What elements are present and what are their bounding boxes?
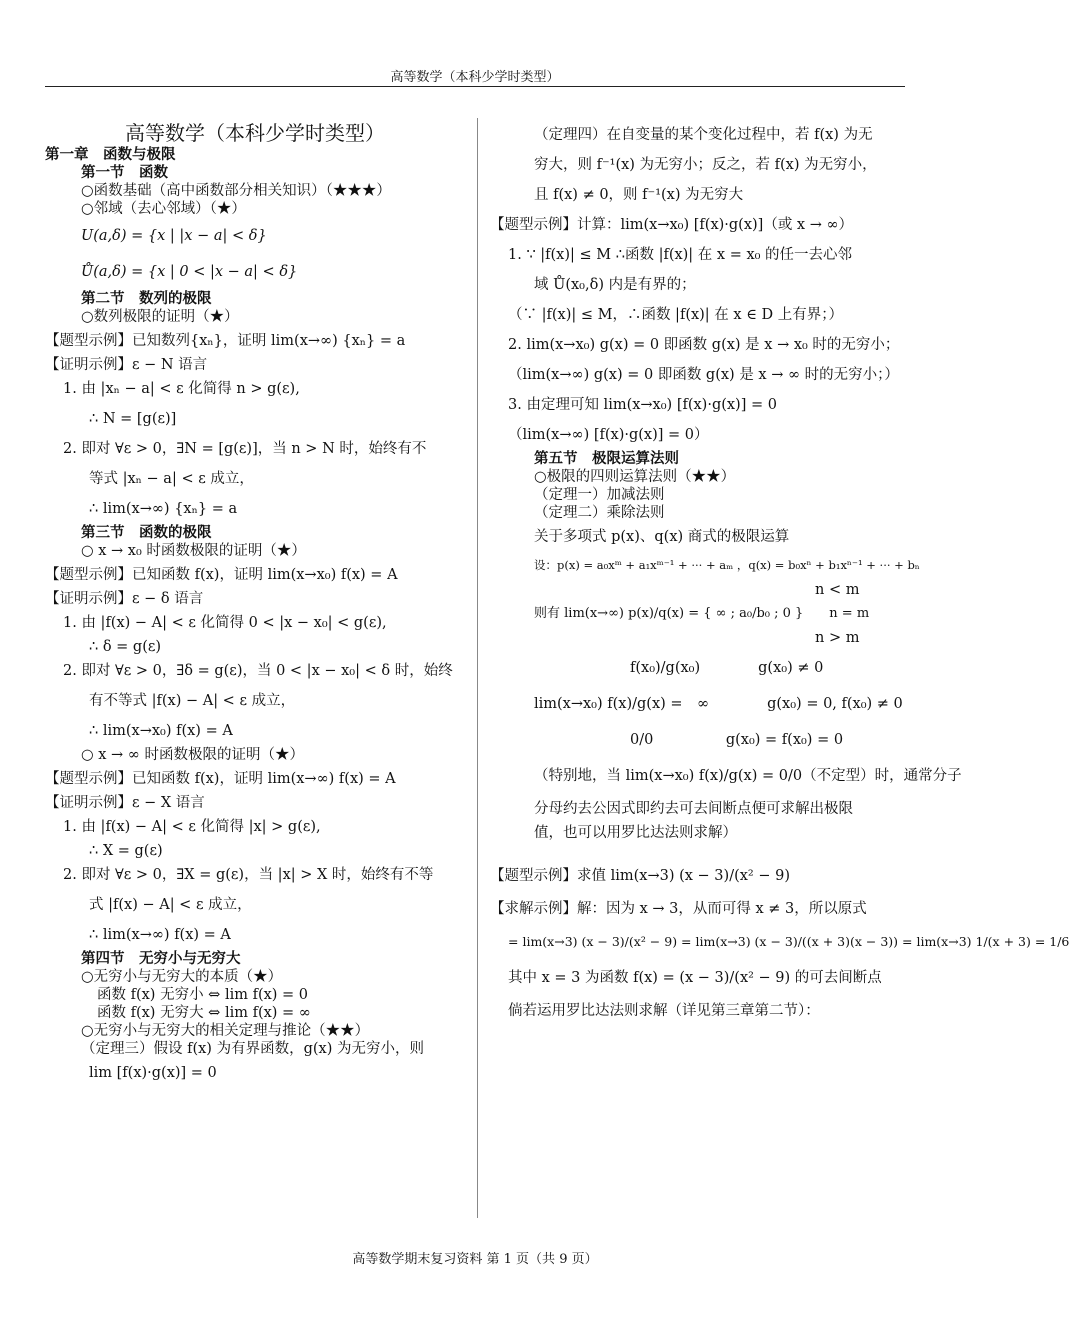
topic-line: ○ x → x₀ 时函数极限的证明（★） xyxy=(81,543,306,559)
proof-step: ∴ X = g(ε) xyxy=(89,843,163,859)
theorem-line: 且 f(x) ≠ 0，则 f⁻¹(x) 为无穷大 xyxy=(534,187,744,203)
theorem-line: （定理四）在自变量的某个变化过程中，若 f(x) 为无 xyxy=(534,127,873,143)
text-line: 关于多项式 p(x)、q(x) 商式的极限运算 xyxy=(534,529,790,545)
proof-step: 2. lim(x→x₀) g(x) = 0 即函数 g(x) 是 x → x₀ 时的无穷小； xyxy=(508,337,900,353)
proof-step: 式 |f(x) − A| < ε 成立， xyxy=(89,897,252,913)
proof-step: 2. 即对 ∀ε > 0，∃N = [g(ε)]，当 n > N 时，始终有不 xyxy=(63,441,427,457)
topic-line: ○ x → ∞ 时函数极限的证明（★） xyxy=(81,747,304,763)
polynomial-definition: 设：p(x) = a₀xᵐ + a₁xᵐ⁻¹ + ··· + aₘ ，q(x) = b₀xⁿ + b₁xⁿ⁻¹ + ··· + bₙ xyxy=(534,558,920,572)
proof-step: 等式 |xₙ − a| < ε 成立， xyxy=(89,471,254,487)
section-heading: 第五节 极限运算法则 xyxy=(534,450,679,467)
case-line: 0/0 g(x₀) = f(x₀) = 0 xyxy=(630,732,844,748)
example-line: 【题型示例】求值 lim(x→3) (x − 3)/(x² − 9) xyxy=(490,868,790,884)
section-heading: 第一节 函数 xyxy=(81,164,168,181)
case-line: lim(x→x₀) f(x)/g(x) = ∞ g(x₀) = 0, f(x₀) ≠ 0 xyxy=(534,696,903,712)
example-line: 【题型示例】计算：lim(x→x₀) [f(x)·g(x)]（或 x → ∞） xyxy=(490,217,854,233)
case-condition: n > m xyxy=(815,630,860,646)
solution-formula: = lim(x→3) (x − 3)/(x² − 9) = lim(x→3) (x − 3)/((x + 3)(x − 3)) = lim(x→3) 1/(x + 3) = 1/6 xyxy=(508,934,1069,949)
section-heading: 第四节 无穷小与无穷大 xyxy=(81,950,241,967)
proof-step: （lim(x→∞) g(x) = 0 即函数 g(x) 是 x → ∞ 时的无穷小；） xyxy=(508,367,899,383)
theorem-line: （定理三）假设 f(x) 为有界函数，g(x) 为无穷小，则 xyxy=(81,1041,424,1057)
solution-line: 其中 x = 3 为函数 f(x) = (x − 3)/(x² − 9) 的可去间断点 xyxy=(508,970,882,986)
proof-step: 有不等式 |f(x) − A| < ε 成立， xyxy=(89,693,296,709)
page-title: 高等数学（本科少学时类型） xyxy=(125,121,385,145)
example-line: 【题型示例】已知函数 f(x)，证明 lim(x→x₀) f(x) = A xyxy=(45,567,398,583)
topic-line: ○极限的四则运算法则（★★） xyxy=(534,469,736,485)
equivalence-line: 函数 f(x) 无穷大 ⇔ lim f(x) = ∞ xyxy=(97,1005,311,1021)
right-column xyxy=(490,120,1069,1026)
proof-step: ∴ lim(x→x₀) f(x) = A xyxy=(89,723,233,739)
solution-line: 【求解示例】解：因为 x → 3，从而可得 x ≠ 3，所以原式 xyxy=(490,901,867,917)
note-line: （特别地，当 lim(x→x₀) f(x)/g(x) = 0/0（不定型）时，通常分子 xyxy=(534,768,962,784)
proof-step: 1. ∵ |f(x)| ≤ M ∴函数 |f(x)| 在 x = x₀ 的任一去心邻 xyxy=(508,247,853,263)
proof-step: 3. 由定理可知 lim(x→x₀) [f(x)·g(x)] = 0 xyxy=(508,397,777,413)
proof-step: ∴ δ = g(ε) xyxy=(89,639,162,655)
proof-step: ∴ lim(x→∞) {xₙ} = a xyxy=(89,501,238,517)
proof-step: （∵ |f(x)| ≤ M，∴函数 |f(x)| 在 x ∈ D 上有界；） xyxy=(508,307,844,323)
proof-step: 2. 即对 ∀ε > 0，∃X = g(ε)，当 |x| > X 时，始终有不等 xyxy=(63,867,434,883)
proof-step: 1. 由 |f(x) − A| < ε 化简得 |x| > g(ε), xyxy=(63,819,321,835)
equivalence-line: 函数 f(x) 无穷小 ⇔ lim f(x) = 0 xyxy=(97,987,309,1003)
theorem-line: （定理二）乘除法则 xyxy=(534,505,665,521)
formula-deleted-neighborhood: Ů(a,δ) = {x | 0 < |x − a| < δ} xyxy=(81,264,298,280)
proof-step: 1. 由 |xₙ − a| < ε 化简得 n > g(ε), xyxy=(63,381,300,397)
proof-heading: 【证明示例】ε − X 语言 xyxy=(45,795,205,811)
proof-heading: 【证明示例】ε − δ 语言 xyxy=(45,591,204,607)
theorem-line: 穷大，则 f⁻¹(x) 为无穷小；反之，若 f(x) 为无穷小， xyxy=(534,157,877,173)
proof-step: 1. 由 |f(x) − A| < ε 化简得 0 < |x − x₀| < g(ε), xyxy=(63,615,387,631)
chapter-heading: 第一章 函数与极限 xyxy=(45,146,176,163)
example-line: 【题型示例】已知数列{xₙ}，证明 lim(x→∞) {xₙ} = a xyxy=(45,333,406,349)
note-line: 值，也可以用罗比达法则求解） xyxy=(534,825,737,841)
topic-line: ○无穷小与无穷大的本质（★） xyxy=(81,969,283,985)
solution-line: 倘若运用罗比达法则求解（详见第三章第二节）： xyxy=(508,1003,820,1019)
proof-step: ∴ N = [g(ε)] xyxy=(89,411,177,427)
proof-step: 2. 即对 ∀ε > 0，∃δ = g(ε)，当 0 < |x − x₀| < δ 时，始终 xyxy=(63,663,453,679)
example-line: 【题型示例】已知函数 f(x)，证明 lim(x→∞) f(x) = A xyxy=(45,771,396,787)
topic-line: ○无穷小与无穷大的相关定理与推论（★★） xyxy=(81,1023,370,1039)
proof-step: （lim(x→∞) [f(x)·g(x)] = 0） xyxy=(508,427,709,443)
case-line: f(x₀)/g(x₀) g(x₀) ≠ 0 xyxy=(630,660,824,676)
theorem-line: （定理一）加减法则 xyxy=(534,487,665,503)
polynomial-limit: 则有 lim(x→∞) p(x)/q(x) = { ∞ ; a₀/b₀ ; 0 } n = m xyxy=(534,606,870,621)
topic-line: ○数列极限的证明（★） xyxy=(81,309,239,325)
formula-neighborhood: U(a,δ) = {x | |x − a| < δ} xyxy=(81,228,267,244)
left-column xyxy=(45,120,465,1088)
case-condition: n < m xyxy=(815,582,860,598)
column-divider xyxy=(477,118,478,1218)
proof-step: ∴ lim(x→∞) f(x) = A xyxy=(89,927,231,943)
section-heading: 第二节 数列的极限 xyxy=(81,290,212,307)
running-header: 高等数学（本科少学时类型） xyxy=(390,70,560,85)
note-line: 分母约去公因式即约去可去间断点便可求解出极限 xyxy=(534,801,853,817)
topic-line: ○函数基础（高中函数部分相关知识）（★★★） xyxy=(81,183,391,199)
theorem-formula: lim [f(x)·g(x)] = 0 xyxy=(89,1065,217,1081)
topic-line: ○邻域（去心邻域）（★） xyxy=(81,201,246,217)
proof-heading: 【证明示例】ε − N 语言 xyxy=(45,357,208,373)
section-heading: 第三节 函数的极限 xyxy=(81,524,212,541)
proof-step: 域 Ů(x₀,δ) 内是有界的； xyxy=(534,277,696,293)
header-rule xyxy=(45,86,905,87)
page-footer: 高等数学期末复习资料 第 1 页（共 9 页） xyxy=(352,1252,598,1267)
